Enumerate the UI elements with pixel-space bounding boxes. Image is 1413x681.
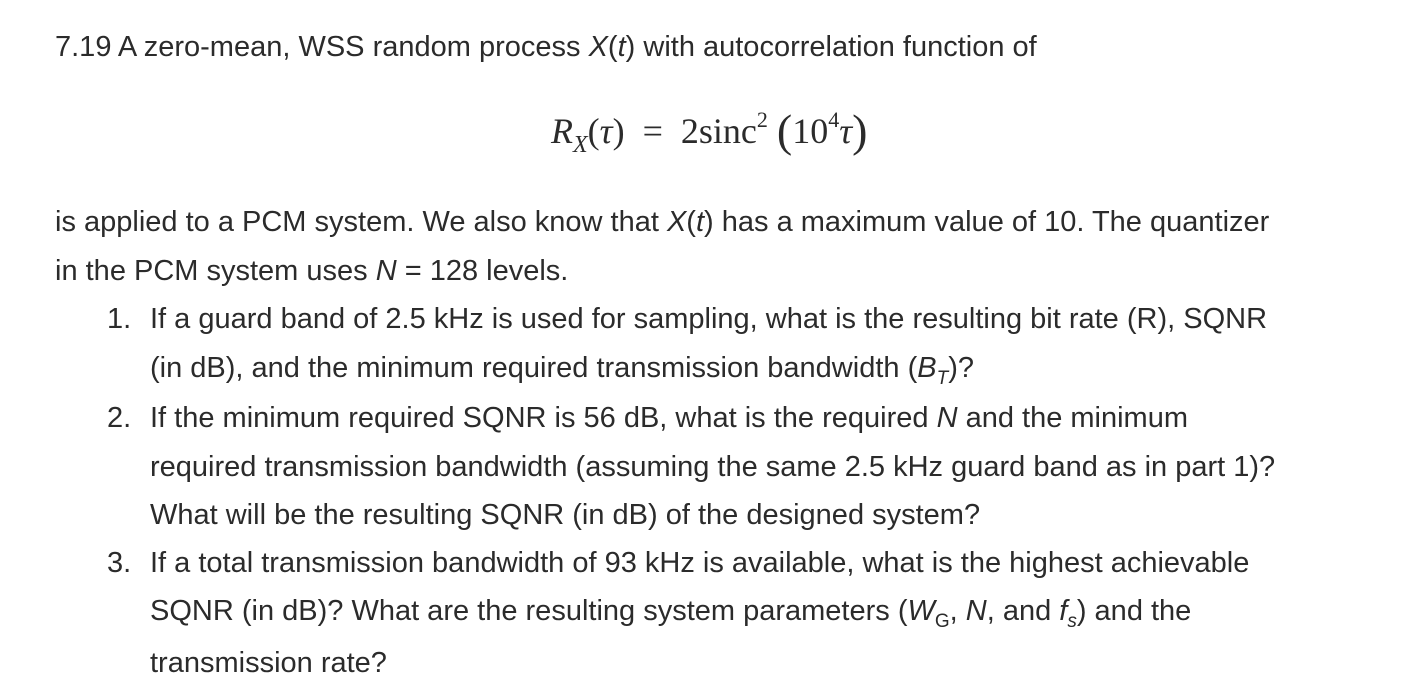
eq-coefficient: 2 — [680, 111, 699, 151]
item-text: (in dB), and the minimum required transmission bandwidth ( — [150, 352, 918, 384]
paragraph-text-tail: has a maximum value of 10. The quantizer — [713, 206, 1270, 238]
eq-lhs-arg: τ — [599, 111, 613, 151]
list-item-1-line-2 — [150, 350, 974, 390]
guard-band-subscript: G — [934, 611, 950, 632]
levels-variable: N — [936, 402, 958, 434]
levels-variable: N — [375, 255, 397, 287]
paragraph-text-tail: = 128 levels. — [396, 255, 569, 287]
separator: , — [949, 595, 966, 627]
bandwidth-subscript: T — [936, 368, 949, 389]
guard-band-variable: W — [907, 595, 935, 627]
process-variable-ref: X — [666, 206, 687, 238]
sampling-frequency-variable: f — [1059, 595, 1068, 627]
paragraph-text: in the PCM system uses — [55, 255, 376, 287]
process-argument-ref: t — [695, 206, 705, 238]
list-item-2-line-2: required transmission bandwidth (assuming the same 2.5 kHz guard band as in part 1)? — [150, 451, 1276, 483]
eq-lhs-symbol: R — [551, 111, 573, 151]
problem-intro-line: 7.19 A zero-mean, WSS random process X(t) with autocorrelation function of — [55, 31, 1037, 63]
item-text: SQNR (in dB)? What are the resulting system parameters ( — [150, 595, 908, 627]
problem-intro-tail: with autocorrelation function of — [635, 31, 1037, 63]
levels-variable: N — [965, 595, 987, 627]
separator: , and — [986, 595, 1060, 627]
problem-intro-text: A zero-mean, WSS random process — [117, 31, 589, 63]
item-text-tail: and the minimum — [957, 402, 1189, 434]
autocorrelation-equation: $R_X(\tau) = 2\sin c^2$ $(10^4\tau)$ — [551, 105, 868, 158]
eq-lhs-subscript: X — [573, 132, 588, 158]
bandwidth-variable: B — [917, 352, 937, 384]
problem-number: 7.19 — [55, 31, 112, 63]
list-item-2-line-1 — [150, 400, 1188, 436]
list-item-3-marker: 3. — [107, 547, 132, 579]
item-text-tail: )? — [948, 352, 974, 384]
eq-equals: = — [642, 111, 663, 151]
eq-power: 2 — [756, 107, 768, 132]
eq-function: sinc — [698, 111, 757, 151]
eq-arg-exponent: 4 — [828, 107, 840, 132]
eq-arg-var: τ — [839, 111, 853, 151]
list-item-1-marker: 1. — [107, 303, 132, 335]
list-item-3-line-1: If a total transmission bandwidth of 93 kHz is available, what is the highest achievable — [150, 547, 1250, 579]
paragraph-line-1: is applied to a PCM system. We also know that X(t) has a maximum value of 10. The quantizer — [55, 206, 1270, 238]
paragraph-line-2 — [55, 253, 568, 289]
list-item-2-marker: 2. — [107, 402, 132, 434]
list-item-3-line-2 — [150, 593, 1191, 633]
sampling-frequency-subscript: s — [1067, 611, 1077, 632]
list-item-2-line-3: What will be the resulting SQNR (in dB) of the designed system? — [150, 499, 981, 531]
list-item-3-line-3: transmission rate? — [150, 647, 387, 679]
item-text: If the minimum required SQNR is 56 dB, what is the required — [150, 402, 937, 434]
list-item-1-line-1: If a guard band of 2.5 kHz is used for sampling, what is the resulting bit rate (R), SQNR — [150, 303, 1268, 335]
paragraph-text: is applied to a PCM system. We also know that — [55, 206, 667, 238]
eq-arg-base: 10 — [792, 111, 829, 151]
process-argument: t — [617, 31, 626, 63]
item-text-tail: ) and the — [1076, 595, 1192, 627]
process-variable: X — [588, 31, 608, 63]
